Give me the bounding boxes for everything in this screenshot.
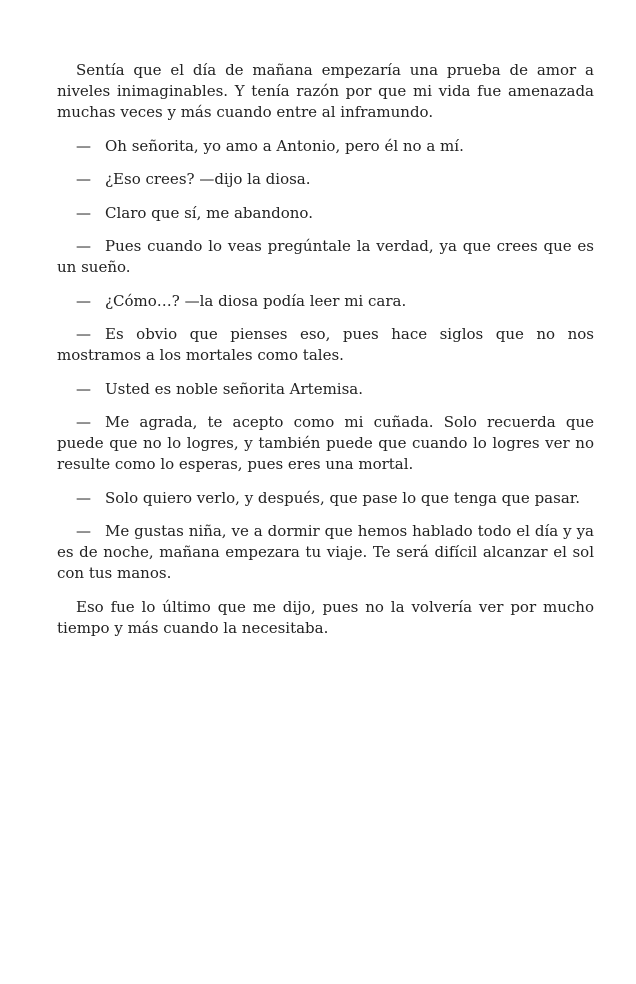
body-text	[57, 60, 594, 651]
dialogue-dash: —	[76, 488, 91, 507]
dialogue-text: ¿Eso crees? —dijo la diosa.	[105, 170, 311, 188]
dialogue-dash: —	[76, 203, 91, 222]
paragraph-text: Sentía que el día de mañana empezaría una prueba de amor a niveles inimaginables. Y tenía razón por que mi vida fue amenazada muchas veces y más cuando entre al inframundo.	[57, 61, 594, 121]
dialogue-line	[57, 412, 594, 475]
dialogue-text: Me agrada, te acepto como mi cuñada. Solo recuerda que puede que no lo logres, y también puede que cuando lo logres ver no resulte como lo esperas, pues eres una mortal.	[57, 413, 594, 473]
dialogue-text: Solo quiero verlo, y después, que pase lo que tenga que pasar.	[105, 488, 581, 507]
paragraph-text: Eso fue lo último que me dijo, pues no la volvería ver por mucho tiempo y más cuando la necesitaba.	[57, 597, 594, 637]
dialogue-dash: —	[76, 170, 91, 188]
dialogue-line	[57, 379, 594, 400]
dialogue-text: Es obvio que pienses eso, pues hace siglos que no nos mostramos a los mortales como tales.	[57, 325, 594, 364]
dialogue-line	[57, 324, 594, 366]
narration-paragraph	[57, 60, 594, 123]
dialogue-text: Pues cuando lo veas pregúntale la verdad, ya que crees que es un sueño.	[57, 237, 594, 276]
dialogue-text: Usted es noble señorita Artemisa.	[105, 379, 364, 398]
dialogue-dash: —	[76, 237, 91, 255]
dialogue-dash: —	[76, 136, 91, 155]
dialogue-line	[57, 488, 594, 509]
dialogue-text: Claro que sí, me abandono.	[105, 203, 313, 222]
dialogue-text: Oh señorita, yo amo a Antonio, pero él no a mí.	[105, 136, 464, 155]
dialogue-line	[57, 203, 594, 224]
dialogue-dash: —	[76, 522, 91, 540]
dialogue-line	[57, 136, 594, 157]
dialogue-dash: —	[76, 325, 91, 343]
dialogue-line	[57, 169, 594, 190]
dialogue-dash: —	[76, 291, 91, 310]
dialogue-line	[57, 521, 594, 584]
dialogue-line	[57, 291, 594, 312]
dialogue-line	[57, 236, 594, 278]
dialogue-text: Me gustas niña, ve a dormir que hemos hablado todo el día y ya es de noche, mañana empezara tu viaje. Te será difícil alcanzar el sol con tus manos.	[57, 522, 594, 582]
dialogue-text: ¿Cómo…? —la diosa podía leer mi cara.	[105, 291, 407, 310]
dialogue-dash: —	[76, 379, 91, 398]
narration-paragraph	[57, 597, 594, 639]
dialogue-dash: —	[76, 413, 91, 431]
